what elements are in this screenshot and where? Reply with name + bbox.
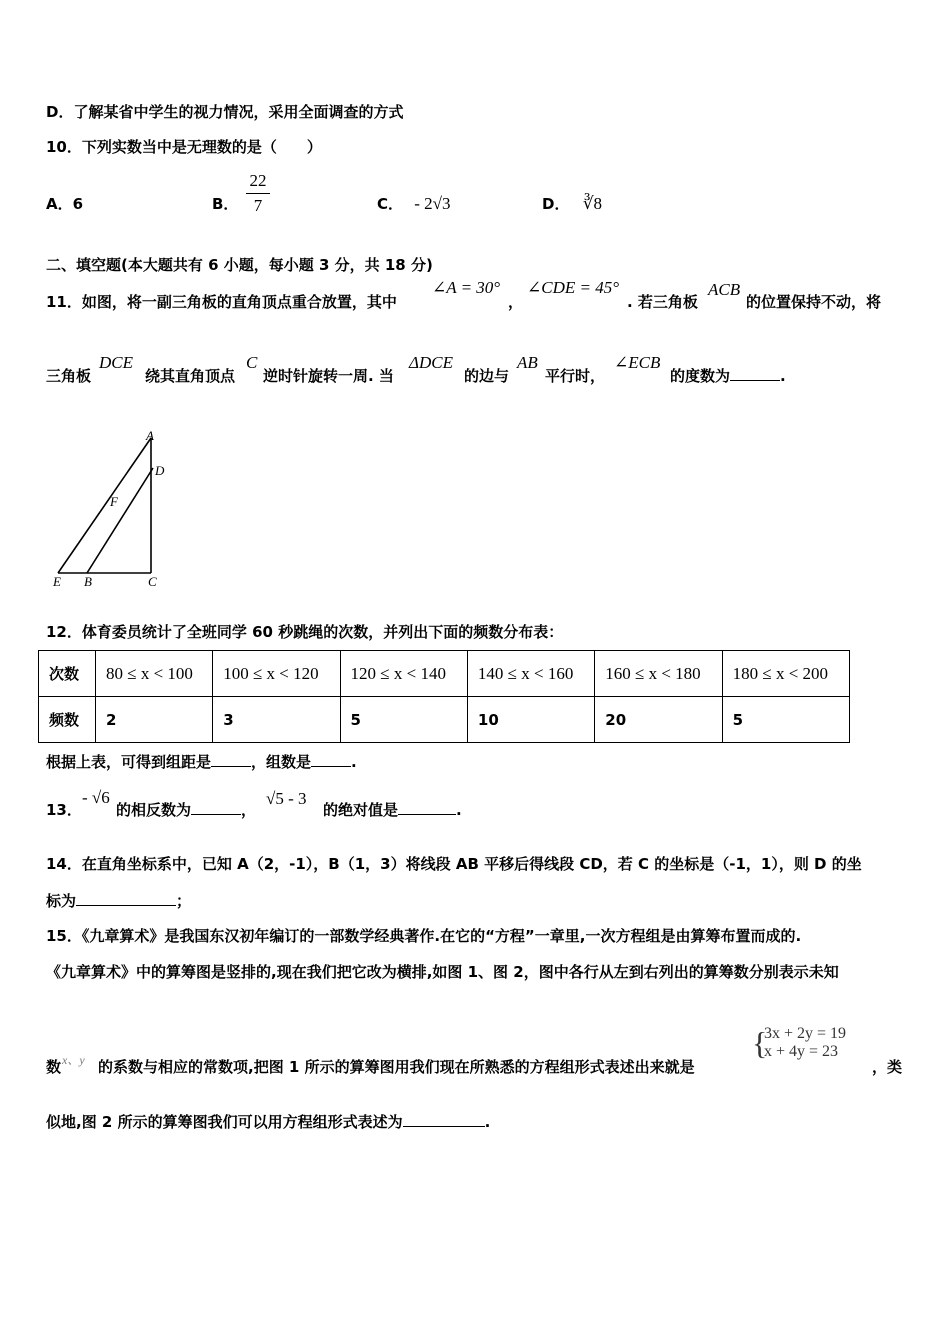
q10-d-label: D． bbox=[542, 195, 570, 213]
q12-stem: 12．体育委员统计了全班同学 60 秒跳绳的次数，并列出下面的频数分布表： bbox=[46, 623, 564, 641]
q11-angle-a: ∠A = 30° bbox=[432, 278, 501, 297]
q11-ecb: ∠ECB bbox=[614, 353, 661, 372]
q15-line-1: 15．《九章算术》是我国东汉初年编订的一部数学经典著作.在它的“方程”一章里,一次方程组是由算筹布置而成的. bbox=[46, 927, 802, 945]
fraction-bar bbox=[246, 193, 270, 194]
frequency-cell: 5 bbox=[340, 697, 467, 743]
q13-num: 13． bbox=[46, 801, 82, 819]
segment-ea bbox=[58, 438, 151, 573]
q15-line-4-wrap bbox=[46, 1112, 490, 1132]
table-row bbox=[39, 697, 850, 743]
q12-blank-interval[interactable] bbox=[211, 766, 251, 767]
q13-line-2 bbox=[323, 800, 462, 820]
q12-follow-1: 根据上表，可得到组距是 bbox=[46, 753, 212, 771]
q15-line-3b: 的系数与相应的常数项,把图 1 所示的算筹图用我们现在所熟悉的方程组形式表述出来就是 bbox=[98, 1058, 695, 1076]
q11-text-2: . 若三角板 bbox=[627, 293, 698, 311]
q11-text-5: 绕其直角顶点 bbox=[145, 367, 236, 385]
q12-follow-line bbox=[46, 752, 357, 772]
range-cell: 180 ≤ x < 200 bbox=[722, 651, 849, 697]
q11-dce: DCE bbox=[99, 353, 133, 372]
q11-text-4: 三角板 bbox=[46, 367, 92, 385]
q11-end: . bbox=[780, 367, 786, 385]
q13-text-2: 的绝对值是 bbox=[323, 801, 399, 819]
q14-line-1: 14．在直角坐标系中，已知 A（2，-1），B（1，3）将线段 AB 平移后得线段 CD，若 C 的坐标是（-1，1），则 D 的坐 bbox=[46, 855, 862, 873]
q15-line-3c: ，类 bbox=[872, 1058, 903, 1076]
label-e: E bbox=[53, 574, 61, 589]
q10-b-label: B． bbox=[212, 195, 239, 213]
q11-acb: ACB bbox=[708, 280, 741, 299]
q12-blank-groups[interactable] bbox=[311, 766, 351, 767]
q14-line-2-wrap bbox=[46, 891, 191, 911]
q13-math-2: √5 - 3 bbox=[266, 789, 307, 808]
q11-answer-blank[interactable] bbox=[730, 380, 780, 381]
q12-follow-end: . bbox=[351, 753, 357, 771]
q11-triangle: ΔDCE bbox=[409, 353, 453, 372]
range-cell: 120 ≤ x < 140 bbox=[340, 651, 467, 697]
q11-text-9: 的度数为 bbox=[670, 367, 731, 385]
row-header-frequency: 频数 bbox=[39, 697, 96, 743]
q13-math-1: - √6 bbox=[82, 788, 110, 807]
q12-follow-2: ，组数是 bbox=[251, 753, 312, 771]
q11-c: C bbox=[246, 353, 258, 372]
triangle-figure bbox=[50, 428, 170, 593]
q15-end: . bbox=[484, 1113, 491, 1131]
q15-line-4: 似地,图 2 所示的算筹图我们可以用方程组形式表述为 bbox=[46, 1113, 403, 1131]
q11-text-8: 平行时， bbox=[545, 367, 606, 385]
q15-line-3a: 数 bbox=[46, 1058, 62, 1076]
q13-blank-opposite[interactable] bbox=[191, 814, 241, 815]
table-row bbox=[39, 651, 850, 697]
q13-sep: ， bbox=[241, 801, 257, 819]
q13-line-1 bbox=[116, 800, 256, 820]
q11-ab: AB bbox=[517, 353, 538, 372]
q11-answer-line bbox=[670, 366, 786, 386]
q13-text-1: 的相反数为 bbox=[116, 801, 192, 819]
q10-d-value: ∛8 bbox=[582, 194, 603, 213]
q13-blank-abs[interactable] bbox=[398, 814, 456, 815]
label-d: D bbox=[155, 463, 165, 478]
row-header-count: 次数 bbox=[39, 651, 96, 697]
q10-a-label: A． bbox=[46, 195, 73, 213]
frequency-cell: 3 bbox=[213, 697, 340, 743]
q15-equation-system bbox=[752, 1025, 847, 1061]
section-2-heading: 二、填空题(本大题共有 6 小题，每小题 3 分，共 18 分) bbox=[46, 256, 433, 274]
q10-c-label: C． bbox=[377, 195, 404, 213]
frequency-table bbox=[38, 650, 850, 743]
q10-c-value: - 2√3 bbox=[414, 194, 451, 213]
range-cell: 100 ≤ x < 120 bbox=[213, 651, 340, 697]
q11-text-7: 的边与 bbox=[464, 367, 510, 385]
frequency-cell: 20 bbox=[595, 697, 722, 743]
q14-end: ； bbox=[176, 892, 192, 910]
q9-option-d: D．了解某省中学生的视力情况，采用全面调查的方式 bbox=[46, 103, 404, 121]
q14-line-2: 标为 bbox=[46, 892, 77, 910]
q10-stem: 10．下列实数当中是无理数的是（ ） bbox=[46, 138, 322, 156]
frequency-cell: 2 bbox=[96, 697, 213, 743]
q15-eq-2: x + 4y = 23 bbox=[764, 1043, 839, 1060]
q10-a-value: 6 bbox=[72, 195, 84, 213]
q10-option-a bbox=[46, 194, 83, 214]
q11-text-3: 的位置保持不动，将 bbox=[746, 293, 882, 311]
q10-b-numerator: 22 bbox=[249, 171, 267, 190]
q11-angle-cde: ∠CDE = 45° bbox=[527, 278, 620, 297]
q11-sep: ， bbox=[508, 293, 524, 311]
q15-blank[interactable] bbox=[403, 1126, 485, 1127]
range-cell: 140 ≤ x < 160 bbox=[467, 651, 594, 697]
q15-line-2: 《九章算术》中的算筹图是竖排的,现在我们把它改为横排,如图 1、图 2，图中各行从左到右列出的算筹数分别表示未知 bbox=[46, 963, 839, 981]
frequency-cell: 5 bbox=[722, 697, 849, 743]
range-cell: 80 ≤ x < 100 bbox=[96, 651, 213, 697]
q11-text-6: 逆时针旋转一周. 当 bbox=[263, 367, 394, 385]
q11-text-1: 11．如图，将一副三角板的直角顶点重合放置，其中 bbox=[46, 293, 397, 311]
range-cell: 160 ≤ x < 180 bbox=[595, 651, 722, 697]
q10-b-denominator: 7 bbox=[253, 196, 263, 215]
q15-eq-1: 3x + 2y = 19 bbox=[764, 1025, 847, 1042]
q15-xy: x、y bbox=[62, 1053, 85, 1067]
q10-b-fraction bbox=[246, 171, 270, 216]
label-b: B bbox=[84, 574, 92, 589]
q10-option-c bbox=[377, 194, 451, 214]
q10-option-d bbox=[542, 194, 602, 214]
label-a: A bbox=[146, 428, 154, 443]
label-f: F bbox=[110, 494, 118, 509]
q14-blank[interactable] bbox=[76, 905, 176, 906]
q13-end: . bbox=[456, 801, 462, 819]
label-c: C bbox=[148, 574, 157, 589]
frequency-cell: 10 bbox=[467, 697, 594, 743]
brace-icon: { bbox=[752, 1025, 768, 1061]
